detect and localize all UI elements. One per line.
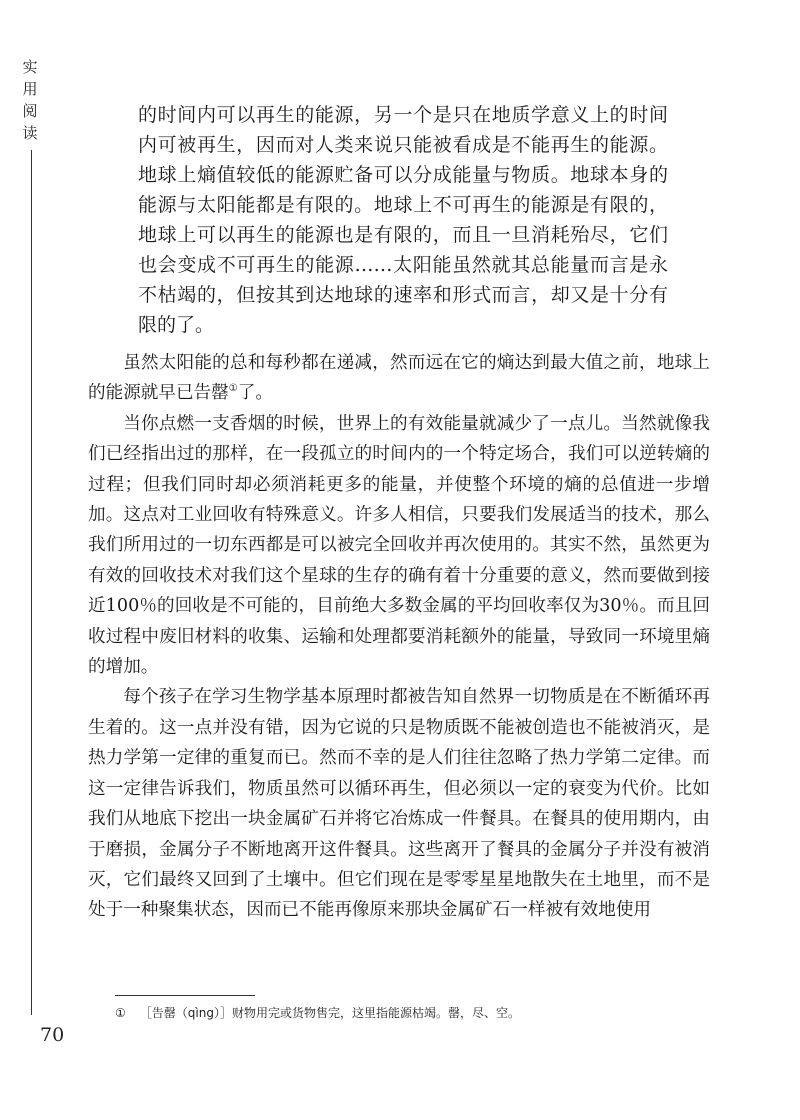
paragraph-1-text: 虽然太阳能的总和每秒都在递减，然而远在它的熵达到最大值之前，地球上的能源就早已告罄 — [88, 353, 710, 404]
section-label-char: 实 — [22, 58, 38, 76]
paragraph-1-end: 了。 — [237, 383, 273, 404]
body-text — [88, 348, 710, 926]
section-label-char: 读 — [22, 124, 38, 142]
section-label — [18, 56, 42, 144]
sidebar-divider — [31, 150, 32, 1015]
footnote-text: ［告罄（qìng）］财物用完或货物售完，这里指能源枯竭。罄，尽、空。 — [139, 1006, 520, 1020]
footnote-mark: ① — [115, 1006, 126, 1020]
footnote — [115, 1004, 675, 1022]
paragraph-1 — [88, 348, 710, 409]
block-quote — [138, 100, 668, 340]
page-number: 70 — [40, 1024, 65, 1046]
paragraph-3: 每个孩子在学习生物学基本原理时都被告知自然界一切物质是在不断循环再生着的。这一点并没有错，因为它说的只是物质既不能被创造也不能被消灭，是热力学第一定律的重复而已。然而不幸的是人们往往忽略了热力学第二定律。而这一定律告诉我们，物质虽然可以循环再生，但必须以一定的衰变为代价。比如我们从地底下挖出一块金属矿石并将它冶炼成一件餐具。在餐具的使用期内，由于磨损，金属分子不断地离开这件餐具。这些离开了餐具的金属分子并没有被消灭，它们最终又回到了土壤中。但它们现在是零零星星地散失在土地里，而不是处于一种聚集状态，因而已不能再像原来那块金属矿石一样被有效地使用 — [88, 687, 710, 921]
quote-paragraph: 的时间内可以再生的能源，另一个是只在地质学意义上的时间内可被再生，因而对人类来说只能被看成是不能再生的能源。地球上熵值较低的能源贮备可以分成能量与物质。地球本身的能源与太阳能都是有限的。地球上不可再生的能源是有限的，地球上可以再生的能源也是有限的，而且一旦消耗殆尽，它们也会变成不可再生的能源……太阳能虽然就其总能量而言是永不枯竭的，但按其到达地球的速率和形式而言，却又是十分有限的了。 — [138, 104, 668, 336]
section-label-char: 阅 — [22, 102, 38, 120]
section-label-char: 用 — [22, 80, 38, 98]
paragraph-2: 当你点燃一支香烟的时候，世界上的有效能量就减少了一点儿。当然就像我们已经指出过的那样，在一段孤立的时间内的一个特定场合，我们可以逆转熵的过程；但我们同时却必须消耗更多的能量，并使整个环境的熵的总值进一步增加。这点对工业回收有特殊意义。许多人相信，只要我们发展适当的技术，那么我们所用过的一切东西都是可以被完全回收并再次使用的。其实不然，虽然更为有效的回收技术对我们这个星球的生存的确有着十分重要的意义，然而要做到接近100％的回收是不可能的，目前绝大多数金属的平均回收率仅为30％。而且回收过程中废旧材料的收集、运输和处理都要消耗额外的能量，导致同一环境里熵的增加。 — [88, 413, 710, 678]
footnote-reference[interactable]: ① — [228, 383, 238, 395]
footnote-divider — [115, 995, 255, 996]
